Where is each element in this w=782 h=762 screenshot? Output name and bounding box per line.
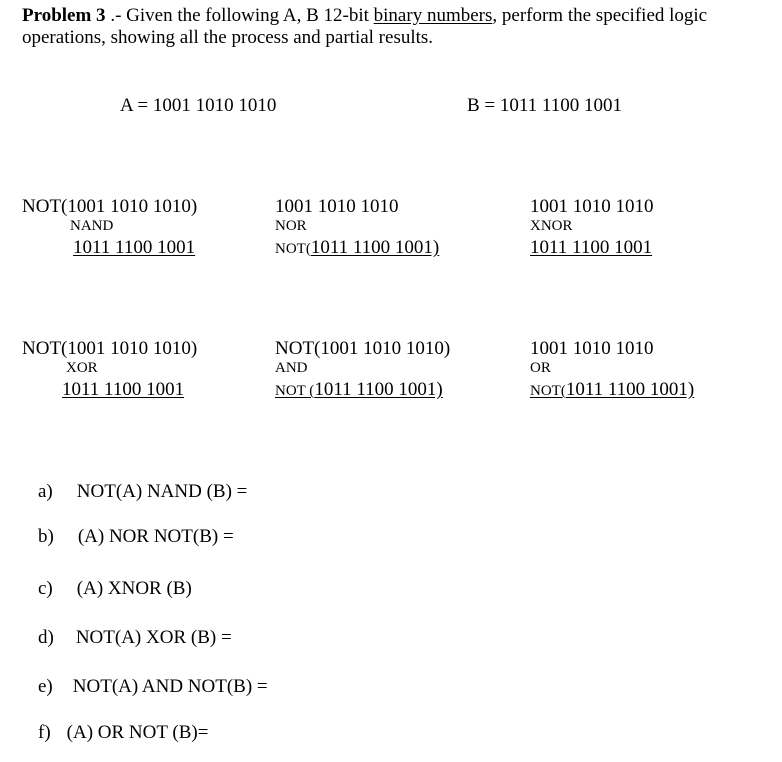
op-e-bottom: NOT (1011 1100 1001) — [275, 379, 443, 400]
op-f-operator: OR — [530, 360, 551, 376]
op-b-bottom: NOT(1011 1100 1001) — [275, 237, 440, 258]
op-e-top: NOT(1001 1010 1010) — [275, 338, 451, 359]
question-c — [38, 578, 192, 600]
given-a: A = 1001 1010 1010 — [120, 95, 277, 116]
binary-numbers-link[interactable]: binary numbers — [373, 5, 493, 26]
question-letter: c) — [38, 578, 53, 599]
question-f — [38, 722, 208, 744]
op-f-top: 1001 1010 1010 — [530, 338, 654, 359]
problem-title: Problem 3 — [22, 5, 106, 26]
question-d — [38, 627, 232, 649]
question-text: NOT(A) NAND (B) = — [76, 481, 248, 502]
op-a-bottom: 1011 1100 1001 — [73, 237, 196, 258]
question-letter: a) — [38, 481, 53, 502]
op-c-bottom: 1011 1100 1001 — [530, 237, 653, 258]
op-c-top: 1001 1010 1010 — [530, 196, 654, 217]
op-c-operator: XNOR — [530, 218, 573, 234]
question-letter: d) — [38, 627, 54, 648]
problem-statement — [22, 5, 782, 49]
op-d-top: NOT(1001 1010 1010) — [22, 338, 198, 359]
question-letter: f) — [38, 722, 51, 743]
question-text: NOT(A) XOR (B) = — [75, 627, 232, 648]
op-d-bottom: 1011 1100 1001 — [62, 379, 185, 400]
question-text: (A) XNOR (B) — [76, 578, 192, 599]
question-b — [38, 526, 234, 548]
question-text: (A) NOR NOT(B) = — [77, 526, 234, 547]
question-text: (A) OR NOT (B)= — [66, 722, 209, 743]
question-letter: e) — [38, 676, 53, 697]
op-d-operator: XOR — [66, 360, 98, 376]
question-letter: b) — [38, 526, 54, 547]
op-e-operator: AND — [275, 360, 308, 376]
op-a-top: NOT(1001 1010 1010) — [22, 196, 198, 217]
question-e — [38, 676, 268, 698]
op-f-bottom: NOT(1011 1100 1001) — [530, 379, 695, 400]
op-a-operator: NAND — [70, 218, 114, 234]
problem-intro: .- Given the following A, B 12-bit — [105, 5, 374, 26]
op-b-operator: NOR — [275, 218, 307, 234]
op-b-top: 1001 1010 1010 — [275, 196, 399, 217]
given-b: B = 1011 1100 1001 — [467, 95, 622, 116]
problem-intro-tail: , perform the specified logic operations, showing all the process and partial results. — [22, 5, 708, 48]
question-a — [38, 481, 247, 503]
question-text: NOT(A) AND NOT(B) = — [72, 676, 268, 697]
